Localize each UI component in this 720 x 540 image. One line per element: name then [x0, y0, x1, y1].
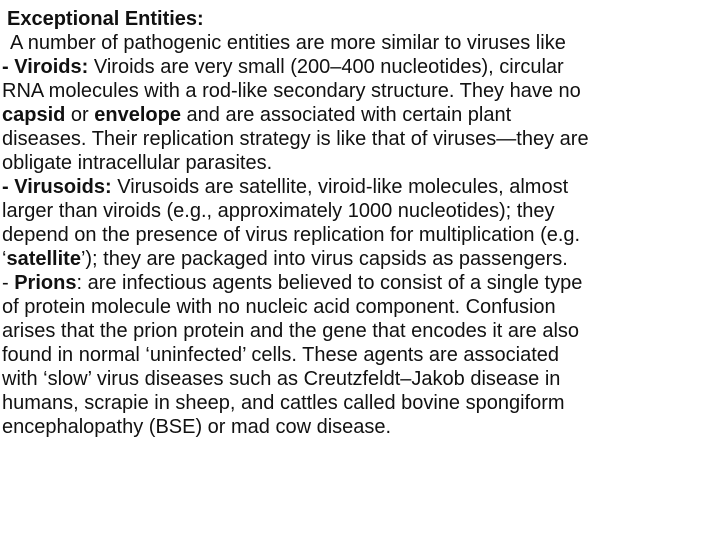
prions-line-5 [2, 367, 718, 391]
virusoids-text-1: Virusoids are satellite, viroid-like molecules, almost [111, 176, 569, 198]
prions-line-4 [2, 343, 718, 367]
prions-line-2 [2, 295, 718, 319]
virusoids-line-3 [2, 223, 718, 247]
viroids-line-4 [2, 127, 718, 151]
virusoids-line-1 [2, 175, 718, 199]
heading-line [2, 7, 718, 31]
viroids-text-4: diseases. Their replication strategy is like that of viruses—they are [2, 128, 589, 150]
viroids-text-1: Viroids are very small (200–400 nucleotides), circular [88, 56, 564, 78]
virusoids-line-4 [2, 247, 718, 271]
virusoids-text-3: depend on the presence of virus replication for multiplication (e.g. [2, 224, 581, 246]
viroids-line-2 [2, 79, 718, 103]
viroids-line-1 [2, 55, 718, 79]
intro-line [2, 31, 718, 55]
prions-line-1 [2, 271, 718, 295]
virusoids-term: - Virusoids: [2, 176, 112, 198]
prions-text-4: found in normal ‘uninfected’ cells. These agents are associated [2, 344, 560, 366]
viroids-text-5: obligate intracellular parasites. [2, 152, 273, 174]
viroids-text-3b: and are associated with certain plant [180, 104, 512, 126]
prions-line-7 [2, 415, 718, 439]
prions-text-7: encephalopathy (BSE) or mad cow disease. [2, 416, 392, 438]
prions-text-3: arises that the prion protein and the gene that encodes it are also [2, 320, 580, 342]
envelope-term: envelope [94, 104, 181, 126]
viroids-term: - Viroids: [2, 56, 89, 78]
body-text [2, 7, 718, 439]
virusoids-quote-open: ‘ [2, 248, 7, 270]
virusoids-text-4: ’); they are packaged into virus capsids as passengers. [80, 248, 568, 270]
prions-text-5: with ‘slow’ virus diseases such as Creutzfeldt–Jakob disease in [2, 368, 561, 390]
virusoids-line-2 [2, 199, 718, 223]
prions-line-6 [2, 391, 718, 415]
prions-text-2: of protein molecule with no nucleic acid component. Confusion [2, 296, 556, 318]
intro-text: A number of pathogenic entities are more similar to viruses like [10, 32, 566, 54]
viroids-text-2: RNA molecules with a rod-like secondary structure. They have no [2, 80, 581, 102]
prions-text-1: : are infectious agents believed to consist of a single type [76, 272, 583, 294]
virusoids-text-2: larger than viroids (e.g., approximately 1000 nucleotides); they [2, 200, 555, 222]
capsid-term: capsid [2, 104, 66, 126]
heading: Exceptional Entities: [7, 8, 204, 30]
satellite-term: satellite [6, 248, 81, 270]
prions-line-3 [2, 319, 718, 343]
prions-dash: - [2, 272, 15, 294]
prions-text-6: humans, scrapie in sheep, and cattles called bovine spongiform [2, 392, 565, 414]
viroids-line-5 [2, 151, 718, 175]
viroids-line-3 [2, 103, 718, 127]
viroids-text-3a: or [65, 104, 95, 126]
prions-term: Prions [14, 272, 77, 294]
